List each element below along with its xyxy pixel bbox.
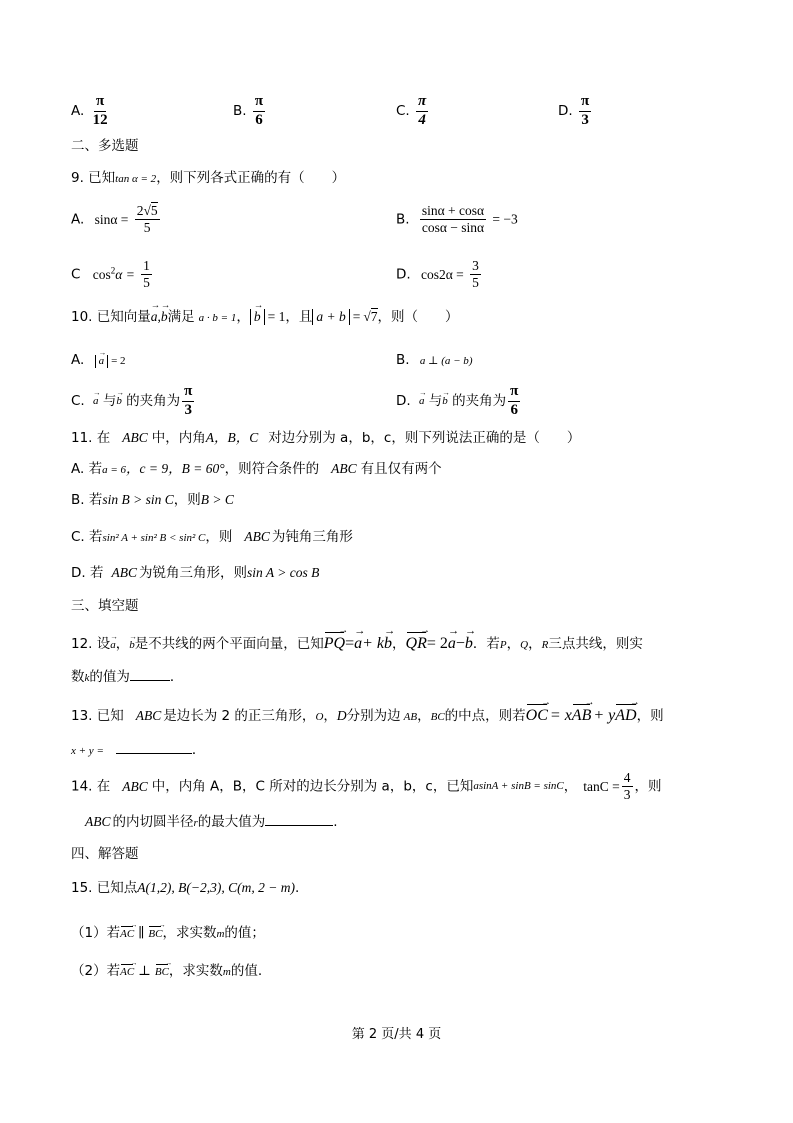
stem-text: 与 — [102, 393, 117, 410]
stem-text: 12. 设 — [71, 636, 111, 652]
denominator: cosα − sinα — [421, 220, 485, 236]
vector: → b — [161, 309, 168, 325]
q11-option-d — [71, 565, 319, 581]
math-expr: = 1 — [267, 309, 286, 324]
vector: → b — [116, 395, 122, 408]
option-label: A. — [71, 352, 85, 368]
math-text: a − b — [444, 355, 469, 367]
stem-text: 15. 已知点 — [71, 880, 138, 896]
q13-line2 — [71, 742, 205, 758]
q11-option-a — [71, 461, 442, 477]
stem-text: 10. 已知向量 — [71, 309, 151, 325]
q14-line2 — [71, 814, 338, 830]
q15-part-1 — [71, 925, 265, 941]
math-text: = — [345, 635, 355, 652]
stem-text: ． — [169, 669, 184, 685]
q11-stem — [71, 430, 580, 446]
stem-text: 是不共线的两个平面向量，已知 — [134, 636, 324, 652]
option-label: A. — [71, 103, 85, 120]
stem-text: 的中点，则若 — [444, 708, 526, 724]
stem-text: ，且 — [285, 309, 313, 325]
math-expr: = — [352, 309, 361, 324]
option-label: D. — [396, 393, 411, 410]
answer-blank — [130, 679, 170, 681]
fraction — [579, 94, 591, 129]
stem-text: ，求实数 — [162, 925, 217, 941]
part-label: （1）若 — [71, 925, 121, 941]
numerator: π — [416, 94, 428, 112]
math-expr: m — [216, 928, 225, 940]
math-text: α = — [115, 267, 135, 283]
abs-expr — [250, 309, 265, 325]
math-expr: sinα = — [94, 211, 129, 227]
math-expr: x + y = — [71, 745, 104, 757]
math-expr: asinA + sinB = sinC — [473, 780, 564, 793]
math-expr: ABC — [85, 814, 111, 829]
stem-text: 对边分别为 a，b，c，则下列说法正确的是（ ） — [268, 430, 581, 446]
numerator-coef: 2 — [136, 203, 144, 218]
denominator: 4 — [418, 111, 426, 128]
vector: AD → — [615, 706, 636, 725]
q11-option-c — [71, 529, 353, 545]
option-label: D. 若 — [71, 565, 104, 581]
math-expr: ABC — [331, 461, 357, 476]
abs-expr: a + b — [312, 309, 349, 325]
stem-text: ，则（ ） — [377, 309, 459, 325]
math-text: ⊥ — [138, 963, 151, 978]
q11-option-b — [71, 492, 234, 508]
math-expr: O — [315, 711, 324, 723]
denominator: 3 — [184, 401, 192, 418]
vector: AC → — [120, 928, 134, 941]
vector: → a — [110, 639, 116, 652]
fraction — [141, 259, 152, 290]
part-label: （2）若 — [71, 963, 121, 979]
vector: → b — [384, 634, 392, 653]
section-heading-solve: 四、解答题 — [71, 846, 139, 862]
math-text: cos — [92, 267, 111, 283]
math-expr: = −3 — [492, 211, 518, 227]
radicand: 7 — [370, 309, 378, 324]
vector: → a — [99, 355, 105, 368]
vector: → b — [465, 634, 473, 653]
math-expr: Q — [520, 639, 529, 651]
q9-stem — [71, 170, 345, 186]
stem-text: ，则 — [636, 708, 664, 724]
fraction — [182, 384, 194, 419]
q12-line1 — [71, 634, 643, 653]
vector: → a — [93, 395, 99, 408]
stem-text: . — [294, 880, 300, 896]
numerator: sinα + cosα — [420, 204, 486, 220]
math-expr: tanC = — [583, 778, 620, 794]
q9-option-d — [396, 259, 483, 290]
stem-text: 三点共线，则实 — [548, 636, 643, 652]
math-expr: sin A > cos B — [246, 565, 320, 580]
numerator: 4 — [622, 771, 633, 787]
fraction — [416, 94, 428, 129]
denominator: 3 — [581, 111, 589, 128]
stem-text: ，则 — [173, 492, 201, 508]
math-expr: ABC — [244, 529, 270, 544]
exponent: 2 — [110, 265, 116, 276]
math-expr: AB — [403, 711, 418, 723]
separator: ， — [528, 636, 542, 652]
option-label: B. — [396, 211, 410, 228]
page-footer: 第 2 页/共 4 页 — [351, 1027, 442, 1042]
stem-text: ，则符合条件的 — [224, 461, 320, 477]
fraction — [135, 204, 160, 235]
numerator: 3 — [470, 259, 481, 275]
math-text: = x — [549, 707, 572, 724]
math-expr — [93, 267, 135, 282]
math-expr: = 2 — [111, 355, 126, 367]
section-heading-multi: 二、多选题 — [71, 138, 139, 154]
numerator: π — [508, 384, 520, 402]
fraction — [470, 259, 481, 290]
stem-text: ，求实数 — [168, 963, 223, 979]
stem-text: 中，内角 A，B，C 所对的边长分别为 a，b，c，已知 — [151, 778, 474, 795]
separator: ， — [115, 636, 130, 652]
q10-option-a — [71, 352, 126, 368]
fraction — [508, 384, 520, 419]
vector: QR → — [406, 634, 427, 653]
vector: PQ → — [324, 634, 345, 653]
stem-text: 是边长为 2 的正三角形， — [163, 708, 316, 724]
vector: → a — [151, 309, 158, 325]
math-expr: ABC — [122, 430, 148, 445]
q15-part-2 — [71, 963, 262, 979]
math-text: ) — [468, 355, 473, 367]
vector: → b — [254, 309, 261, 325]
denominator: 5 — [472, 275, 479, 291]
math-expr: BC — [430, 711, 445, 723]
math-text: + y — [593, 707, 616, 724]
stem-text: ，则 — [634, 778, 662, 795]
stem-text: 的值； — [224, 925, 265, 941]
stem-text: 中，内角 — [151, 430, 206, 446]
stem-text: 的最大值为 — [197, 814, 266, 830]
option-label: C. — [396, 103, 410, 120]
stem-text: 的夹角为 — [126, 393, 181, 410]
math-expr: sin B > sin C — [102, 492, 174, 507]
separator: ， — [506, 636, 521, 652]
stem-text: 满足 — [167, 309, 195, 325]
q10-stem — [71, 309, 459, 325]
separator: , — [157, 309, 161, 324]
q8-option-b — [233, 94, 267, 129]
stem-text: ，则下列各式正确的有（ ） — [156, 170, 346, 186]
q10-option-c — [71, 384, 196, 419]
denominator: 3 — [623, 787, 631, 803]
fraction — [253, 94, 265, 129]
math-expr: tan α = 2 — [115, 173, 157, 185]
stem-text: 9. 已知 — [71, 170, 116, 186]
math-text: + k — [362, 635, 385, 652]
vector: AB → — [572, 706, 592, 725]
q15-stem — [71, 880, 299, 896]
stem-text: 的内切圆半径 — [112, 814, 194, 830]
option-label: B. — [233, 103, 247, 120]
option-label: A. — [71, 211, 85, 228]
numerator: π — [253, 94, 265, 112]
q10-option-b — [396, 352, 472, 368]
math-expr: P — [499, 639, 507, 651]
separator: ， — [323, 708, 337, 724]
math-expr: cos2α = — [420, 266, 464, 282]
q14-line1 — [71, 771, 662, 802]
separator: ， — [236, 309, 250, 325]
vector: → a — [354, 634, 362, 653]
math-expr: m — [222, 966, 231, 978]
numerator: π — [94, 94, 106, 112]
vector: → b — [442, 395, 448, 408]
math-expr: a = 6 — [102, 464, 127, 476]
vector: OC → — [526, 706, 548, 725]
math-expr: ABC — [111, 565, 137, 580]
denominator: 6 — [510, 401, 518, 418]
stem-text: 14. 在 — [71, 778, 111, 795]
stem-text: 与 — [428, 393, 443, 410]
q13-line1 — [71, 706, 664, 725]
radicand: 5 — [150, 203, 158, 218]
q9-option-a — [71, 204, 162, 235]
math-expr: ABC — [135, 708, 162, 723]
math-expr: B > C — [200, 492, 234, 507]
stem-text: 11. 在 — [71, 430, 111, 446]
numerator: π — [182, 384, 194, 402]
q9-option-c — [71, 259, 154, 290]
stem-text: . — [333, 814, 338, 830]
math-text: a ⊥ ( — [419, 355, 445, 367]
vector: → a — [448, 634, 456, 653]
math-expr: D — [336, 708, 347, 723]
math-expr: ，c = 9，B = 60° — [126, 461, 225, 476]
abs-expr — [95, 355, 109, 368]
math-text: = 2 — [426, 635, 448, 652]
stem-text: 的值为 — [89, 669, 130, 685]
q9-option-b — [396, 204, 518, 235]
option-label: C. — [71, 393, 85, 410]
vector: → b — [129, 639, 135, 652]
section-heading-fill: 三、填空题 — [71, 598, 139, 614]
stem-text: 为锐角三角形，则 — [138, 565, 247, 581]
sqrt-icon: √ — [143, 203, 151, 218]
math-expr: A(1,2), B(−2,3), C(m, 2 − m) — [137, 880, 295, 895]
math-expr: sin² A + sin² B < sin² C — [102, 532, 206, 544]
stem-text: 的夹角为 — [452, 393, 507, 410]
stem-text: ．若 — [472, 636, 500, 652]
fraction — [91, 94, 110, 129]
sqrt-icon: √ — [363, 309, 371, 324]
stem-text: ． — [191, 742, 206, 758]
q8-option-c — [396, 94, 430, 129]
stem-text: 有且仅有两个 — [360, 461, 442, 477]
denominator: 5 — [143, 220, 151, 236]
stem-text: ，则 — [205, 529, 233, 545]
option-label: B. 若 — [71, 492, 103, 508]
math-expr: r — [193, 817, 198, 829]
separator: ， — [417, 708, 431, 724]
math-expr: k — [84, 672, 90, 684]
math-text: − — [455, 635, 465, 652]
math-expr: A，B，C — [205, 430, 259, 445]
answer-blank — [265, 824, 333, 826]
option-label: C — [71, 266, 81, 283]
answer-blank — [116, 752, 192, 754]
stem-text: 数 — [71, 669, 85, 685]
q8-option-d — [558, 94, 593, 129]
denominator: 12 — [92, 111, 108, 128]
fraction — [622, 771, 633, 802]
vector: BC → — [148, 928, 162, 941]
option-label: A. 若 — [71, 461, 103, 477]
stem-text: 分别为边 — [346, 708, 401, 724]
q8-option-a — [71, 94, 112, 129]
denominator: 5 — [143, 275, 150, 291]
numerator: 1 — [141, 259, 152, 275]
fraction — [420, 204, 486, 235]
vector: AC → — [120, 966, 134, 979]
stem-text: 的值. — [230, 963, 263, 979]
option-label: C. 若 — [71, 529, 103, 545]
math-expr: ABC — [122, 778, 148, 794]
option-label: D. — [558, 103, 573, 120]
math-expr: R — [541, 639, 549, 651]
separator: ， — [563, 778, 578, 795]
vector: BC → — [155, 966, 169, 979]
stem-text: 13. 已知 — [71, 708, 124, 724]
vector: → a — [419, 395, 425, 408]
numerator: π — [579, 94, 591, 112]
option-label: B. — [396, 352, 410, 368]
math-expr — [420, 355, 473, 367]
math-text: ∥ — [138, 925, 145, 940]
q10-option-d — [396, 384, 522, 419]
denominator: 6 — [255, 111, 263, 128]
q12-line2 — [71, 669, 183, 685]
option-label: D. — [396, 266, 411, 283]
stem-text: 为钝角三角形 — [271, 529, 353, 545]
separator: ， — [392, 636, 406, 652]
math-expr: a · b = 1 — [198, 312, 237, 324]
